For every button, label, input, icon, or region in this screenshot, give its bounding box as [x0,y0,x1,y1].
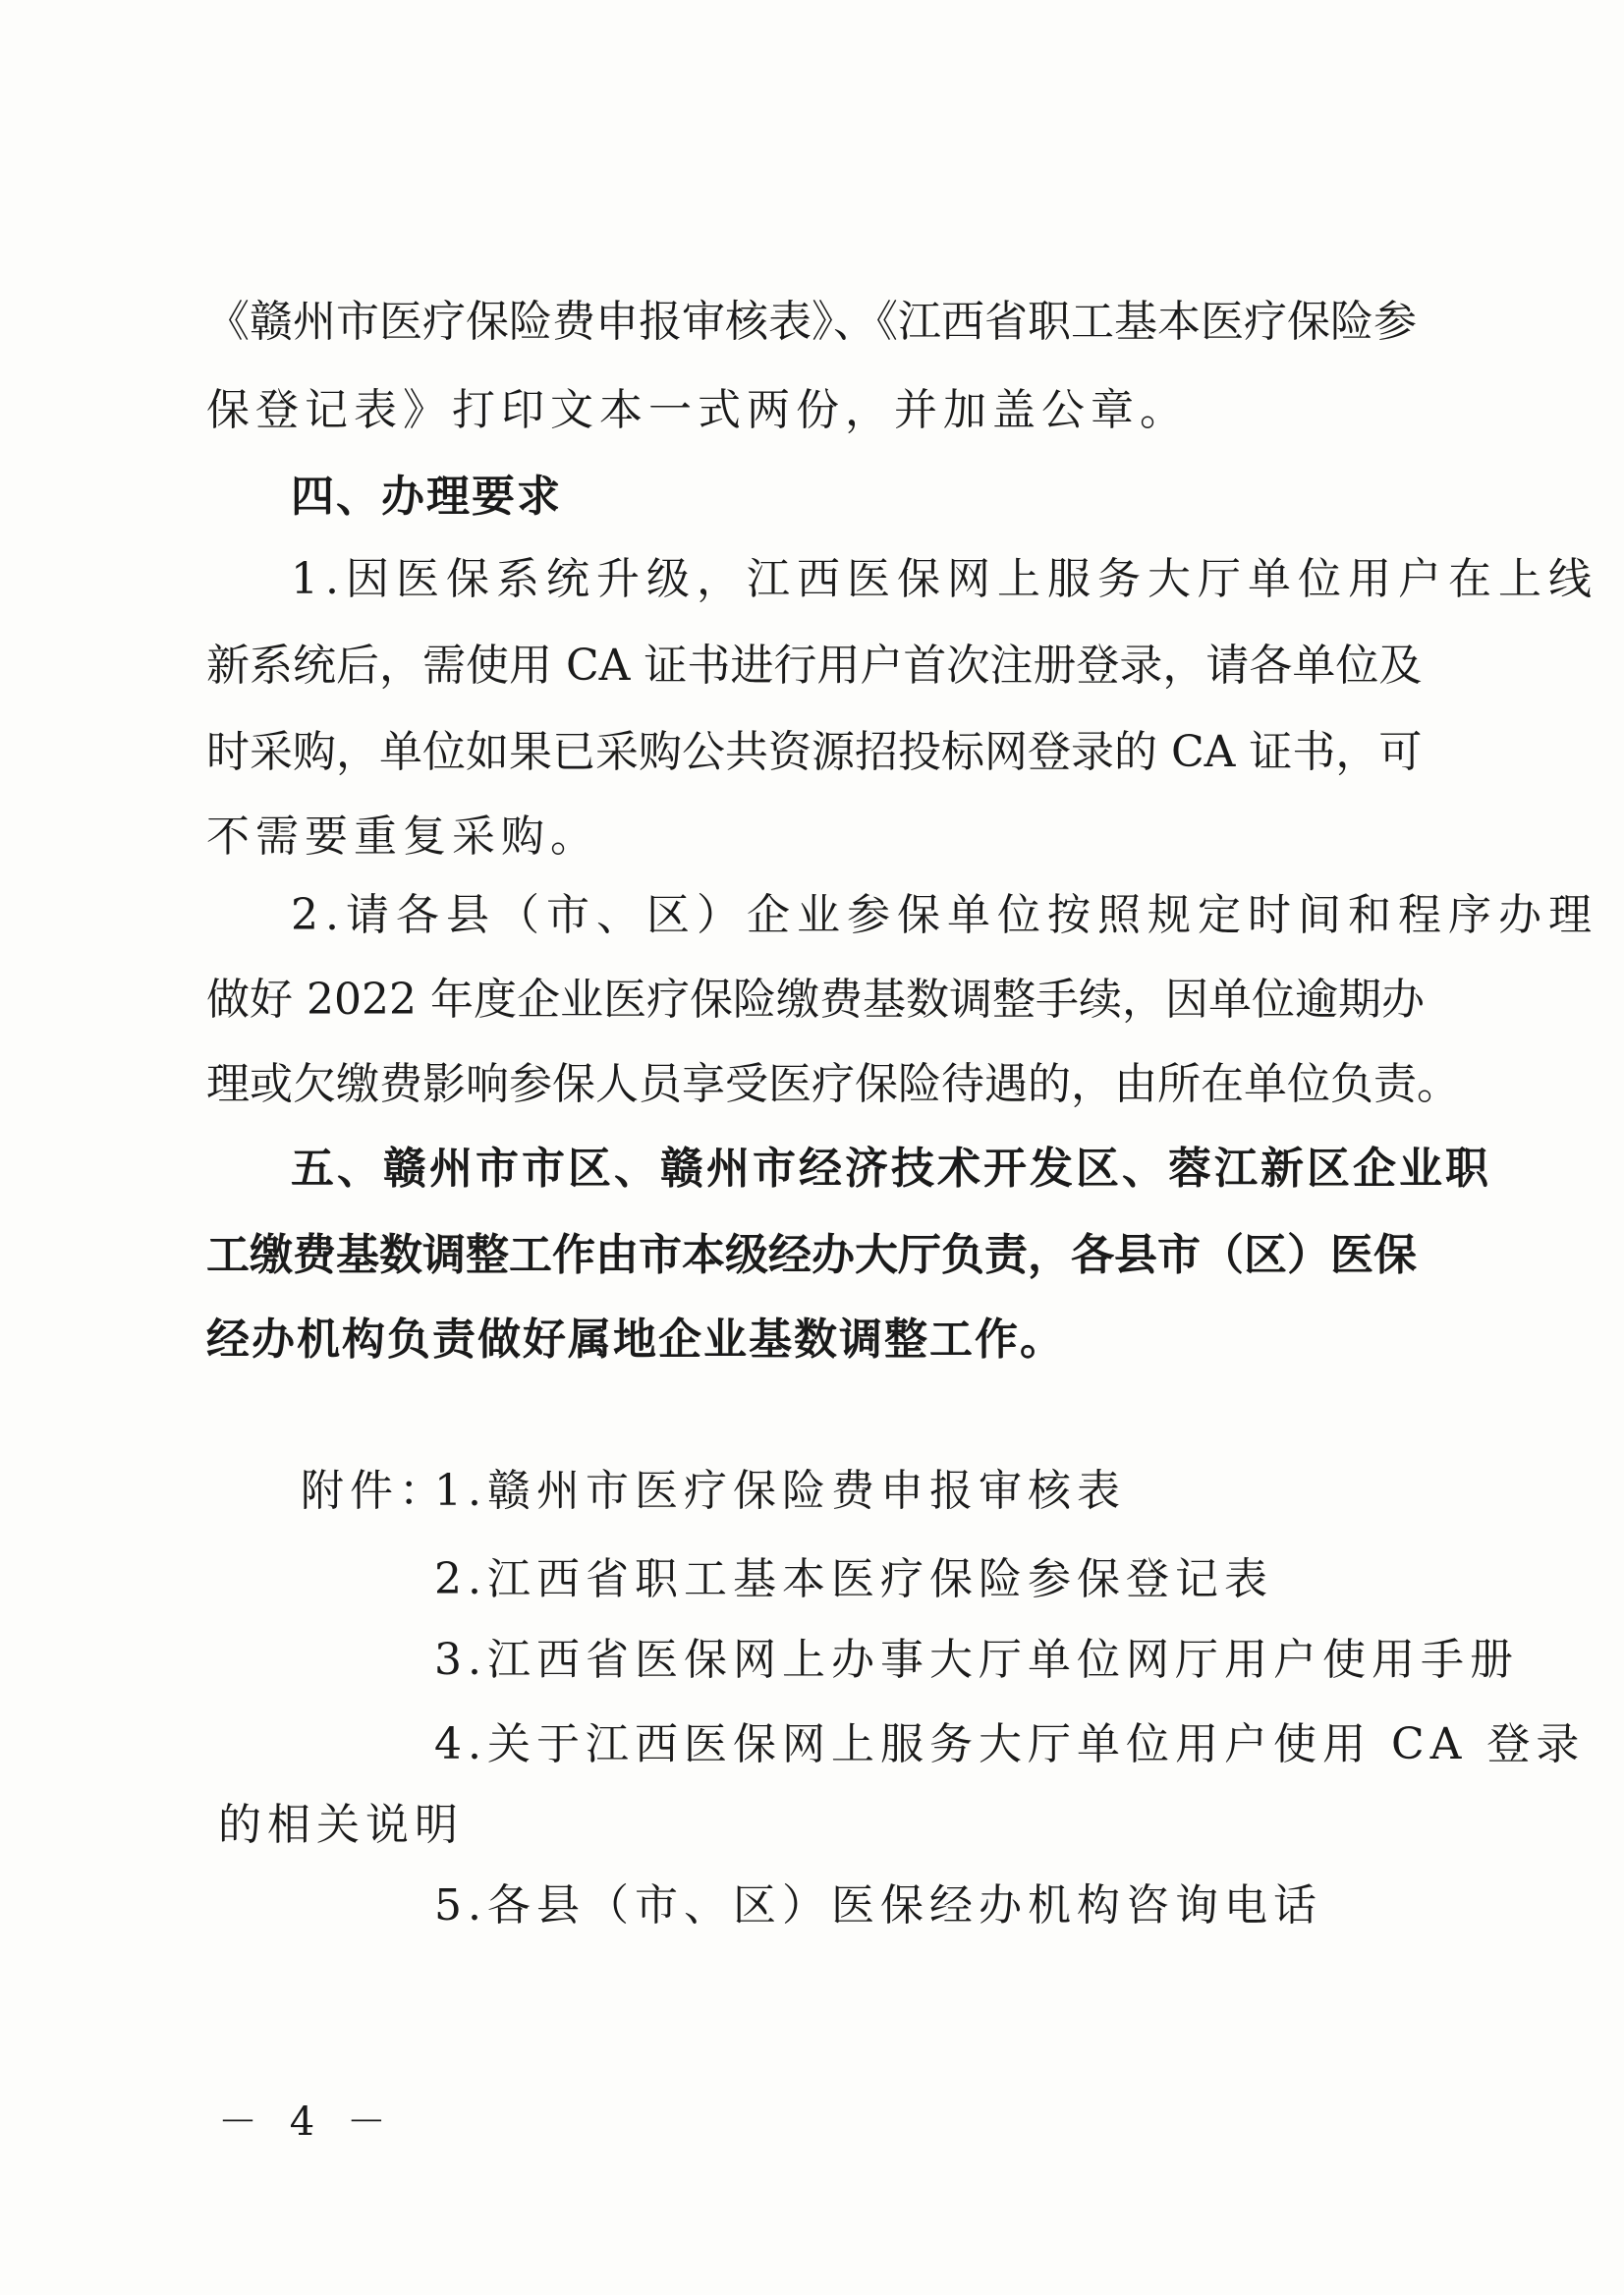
paragraph-line: 新系统后，需使用 CA 证书进行用户首次注册登录，请各单位及 [206,641,1423,691]
attachment-item: 3.江西省医保网上办事大厅单位网厅用户使用手册 [434,1635,1519,1685]
attachment-item: 4.关于江西医保网上服务大厅单位用户使用 CA 登录 [434,1719,1586,1769]
attachment-item: 的相关说明 [218,1800,464,1850]
paragraph-line: 经办机构负责做好属地企业基数调整工作。 [206,1315,1065,1365]
paragraph-line: 2.请各县（市、区）企业参保单位按照规定时间和程序办理 [291,890,1598,940]
attachment-item: 5.各县（市、区）医保经办机构咨询电话 [434,1880,1322,1931]
section-heading: 四、办理要求 [291,472,562,522]
paragraph-line: 时采购，单位如果已采购公共资源招投标网登录的 CA 证书，可 [206,727,1423,777]
paragraph-line: 不需要重复采购。 [206,812,599,862]
attachment-item: 2.江西省职工基本医疗保险参保登记表 [434,1554,1273,1604]
attachments-label: 附件： [301,1466,448,1516]
paragraph-line: 理或欠缴费影响参保人员享受医疗保险待遇的，由所在单位负责。 [206,1059,1460,1109]
paragraph-line: 《赣州市医疗保险费申报审核表》、《江西省职工基本医疗保险参 [206,297,1417,347]
section-heading: 五、赣州市市区、赣州市经济技术开发区、蓉江新区企业职 [291,1144,1491,1194]
paragraph-line: 1.因医保系统升级，江西医保网上服务大厅单位用户在上线 [291,554,1598,604]
page-number: － 4 － [218,2099,396,2145]
attachment-item: 1.赣州市医疗保险费申报审核表 [434,1466,1126,1516]
paragraph-line: 保登记表》打印文本一式两份，并加盖公章。 [206,385,1189,435]
paragraph-line: 工缴费基数调整工作由市本级经办大厅负责，各县市（区）医保 [206,1230,1417,1280]
paragraph-line: 做好 2022 年度企业医疗保险缴费基数调整手续，因单位逾期办 [206,975,1425,1025]
